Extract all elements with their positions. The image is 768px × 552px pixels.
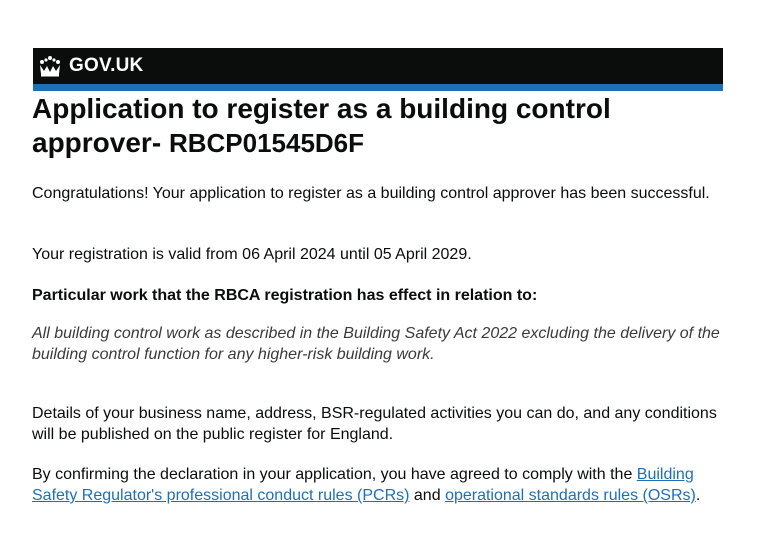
page-title: [32, 92, 732, 160]
declaration-prefix: By confirming the declaration in your application, you have agreed to comply with the: [32, 466, 633, 483]
and-text: and: [413, 487, 441, 504]
validity-text: Your registration is valid from 06 April 2024 until 05 April 2029.: [32, 246, 472, 263]
osr-link[interactable]: operational standards rules (OSRs): [445, 487, 696, 504]
title-main: Application to register as a building control approver-: [32, 93, 611, 158]
end-punctuation: .: [695, 487, 701, 504]
particular-work-heading: Particular work that the RBCA registration has effect in relation to:: [32, 287, 538, 304]
declaration-text: [32, 464, 742, 506]
pcr-link[interactable]: Building Safety Regulator's professional conduct rules (PCRs): [32, 466, 694, 504]
particular-work-text: All building control work as described in the Building Safety Act 2022 excluding the delivery of the building control function for any higher-risk building work.: [32, 325, 720, 363]
govuk-brand[interactable]: GOV.UK: [69, 55, 144, 76]
header-accent-rule: [33, 84, 723, 91]
congratulations-text: Congratulations! Your application to register as a building control approver has been successful.: [32, 185, 710, 202]
crown-icon: [37, 55, 63, 77]
govuk-header: [33, 48, 723, 84]
registration-reference: RBCP01545D6F: [168, 128, 365, 158]
details-text: Details of your business name, address, BSR-regulated activities you can do, and any conditions will be published on the public register for England.: [32, 405, 717, 443]
